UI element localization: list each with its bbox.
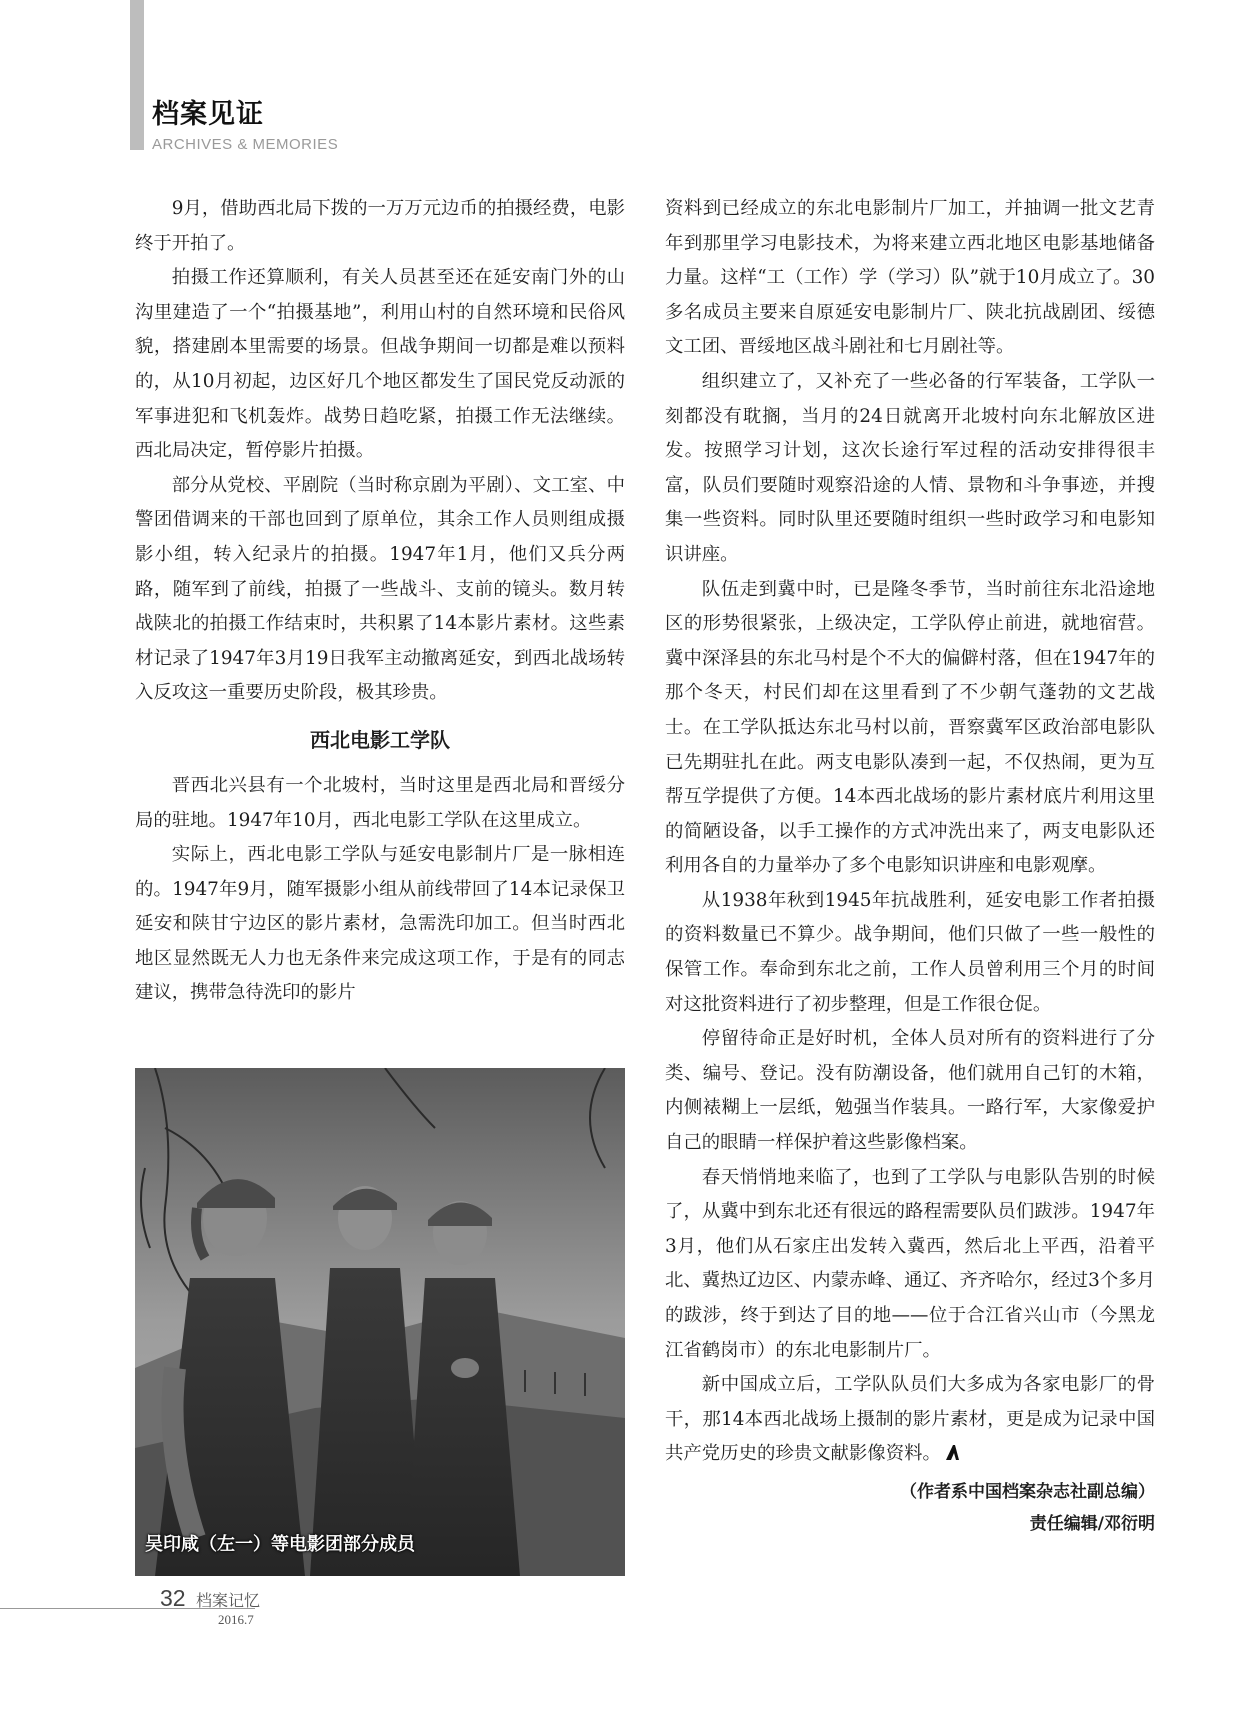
photo-illustration xyxy=(135,1068,625,1576)
article-end-mark-icon xyxy=(945,1444,960,1461)
editor-credit: 责任编辑/邓衍明 xyxy=(1029,1513,1155,1534)
paragraph: 队伍走到冀中时，已是隆冬季节，当时前往东北沿途地区的形势很紧张，上级决定，工学队停止前进，就地宿营。冀中深泽县的东北马村是个不大的偏僻村落，但在1947年的那个冬天，村民们却在这里看到了不少朝气蓬勃的文艺战士。在工学队抵达东北马村以前，晋察冀军区政治部电影队已先期驻扎在此。两支电影队凑到一起，不仅热闹，更为互帮互学提供了方便。14本西北战场的影片素材底片利用这里的简陋设备，以手工操作的方式冲洗出来了，两支电影队还利用各自的力量举办了多个电影知识讲座和电影观摩。 xyxy=(665,578,1155,877)
section-side-bar xyxy=(130,0,144,150)
magazine-name: 档案记忆 xyxy=(196,1591,261,1610)
section-title: 档案见证 xyxy=(152,99,264,130)
credits xyxy=(665,1476,1155,1540)
paragraph: 部分从党校、平剧院（当时称京剧为平剧）、文工室、中警团借调来的干部也回到了原单位，其余工作人员则组成摄影小组，转入纪录片的拍摄。1947年1月，他们又兵分两路，随军到了前线，拍摄了一些战斗、支前的镜头。数月转战陕北的拍摄工作结束时，共积累了14本影片素材。这些素材记录了1947年3月19日我军主动撤离延安，到西北战场转入反攻这一重要历史阶段，极其珍贵。 xyxy=(135,474,625,704)
right-column xyxy=(665,192,1155,1540)
photo-caption: 吴印咸（左一）等电影团部分成员 xyxy=(145,1534,415,1555)
paragraph-final xyxy=(665,1368,1155,1472)
paragraph: 春天悄悄地来临了，也到了工学队与电影队告别的时候了，从冀中到东北还有很远的路程需要队员们跋涉。1947年3月，他们从石家庄出发转入冀西，然后北上平西，沿着平北、冀热辽边区、内蒙赤峰、通辽、齐齐哈尔，经过3个多月的跋涉，终于到达了目的地——位于合江省兴山市（今黑龙江省鹤岗市）的东北电影制片厂。 xyxy=(665,1166,1155,1361)
paragraph: 9月，借助西北局下拨的一万万元边币的拍摄经费，电影终于开拍了。 xyxy=(135,198,625,254)
paragraph: 晋西北兴县有一个北坡村，当时这里是西北局和晋绥分局的驻地。1947年10月，西北电影工学队在这里成立。 xyxy=(135,774,625,831)
page-number: 32 xyxy=(160,1585,186,1611)
subheading: 西北电影工学队 xyxy=(310,727,450,752)
paragraph: 实际上，西北电影工学队与延安电影制片厂是一脉相连的。1947年9月，随军摄影小组从前线带回了14本记录保卫延安和陕甘宁边区的影片素材，急需洗印加工。但当时西北地区显然既无人力也无条件来完成这项工作，于是有的同志建议，携带急待洗印的影片 xyxy=(135,844,625,1004)
paragraph: 拍摄工作还算顺利，有关人员甚至还在延安南门外的山沟里建造了一个“拍摄基地”，利用山村的自然环境和民俗风貌，搭建剧本里需要的场景。但战争期间一切都是难以预料的，从10月初起，边区好几个地区都发生了国民党反动派的军事进犯和飞机轰炸。战势日趋吃紧，拍摄工作无法继续。西北局决定，暂停影片拍摄。 xyxy=(135,267,625,462)
paragraph: 组织建立了，又补充了一些必备的行军装备，工学队一刻都没有耽搁，当月的24日就离开北坡村向东北解放区进发。按照学习计划，这次长途行军过程的活动安排得很丰富，队员们要随时观察沿途的人情、景物和斗争事迹，并搜集一些资料。同时队里还要随时组织一些时政学习和电影知识讲座。 xyxy=(665,370,1155,565)
historical-photo xyxy=(135,1068,625,1576)
issue-date: 2016.7 xyxy=(218,1612,254,1627)
author-note: （作者系中国档案杂志社副总编） xyxy=(900,1481,1155,1502)
paragraph: 停留待命正是好时机，全体人员对所有的资料进行了分类、编号、登记。没有防潮设备，他们就用自己钉的木箱，内侧裱糊上一层纸，勉强当作装具。一路行军，大家像爱护自己的眼睛一样保护着这些影像档案。 xyxy=(665,1028,1155,1154)
paragraph: 从1938年秋到1945年抗战胜利，延安电影工作者拍摄的资料数量已不算少。战争期间，他们只做了一些一般性的保管工作。奉命到东北之前，工作人员曾利用三个月的时间对这批资料进行了初步整理，但是工作很仓促。 xyxy=(665,889,1155,1015)
paragraph: 资料到已经成立的东北电影制片厂加工，并抽调一批文艺青年到那里学习电影技术，为将来建立西北地区电影基地储备力量。这样“工（工作）学（学习）队”就于10月成立了。30多名成员主要来自原延安电影制片厂、陕北抗战剧团、绥德文工团、晋绥地区战斗剧社和七月剧社等。 xyxy=(665,198,1155,358)
paragraph-text: 新中国成立后，工学队队员们大多成为各家电影厂的骨干，那14本西北战场上摄制的影片素材，更是成为记录中国共产党历史的珍贵文献影像资料。 xyxy=(665,1374,1155,1465)
left-column xyxy=(135,192,625,1011)
section-subtitle: ARCHIVES & MEMORIES xyxy=(152,136,339,153)
